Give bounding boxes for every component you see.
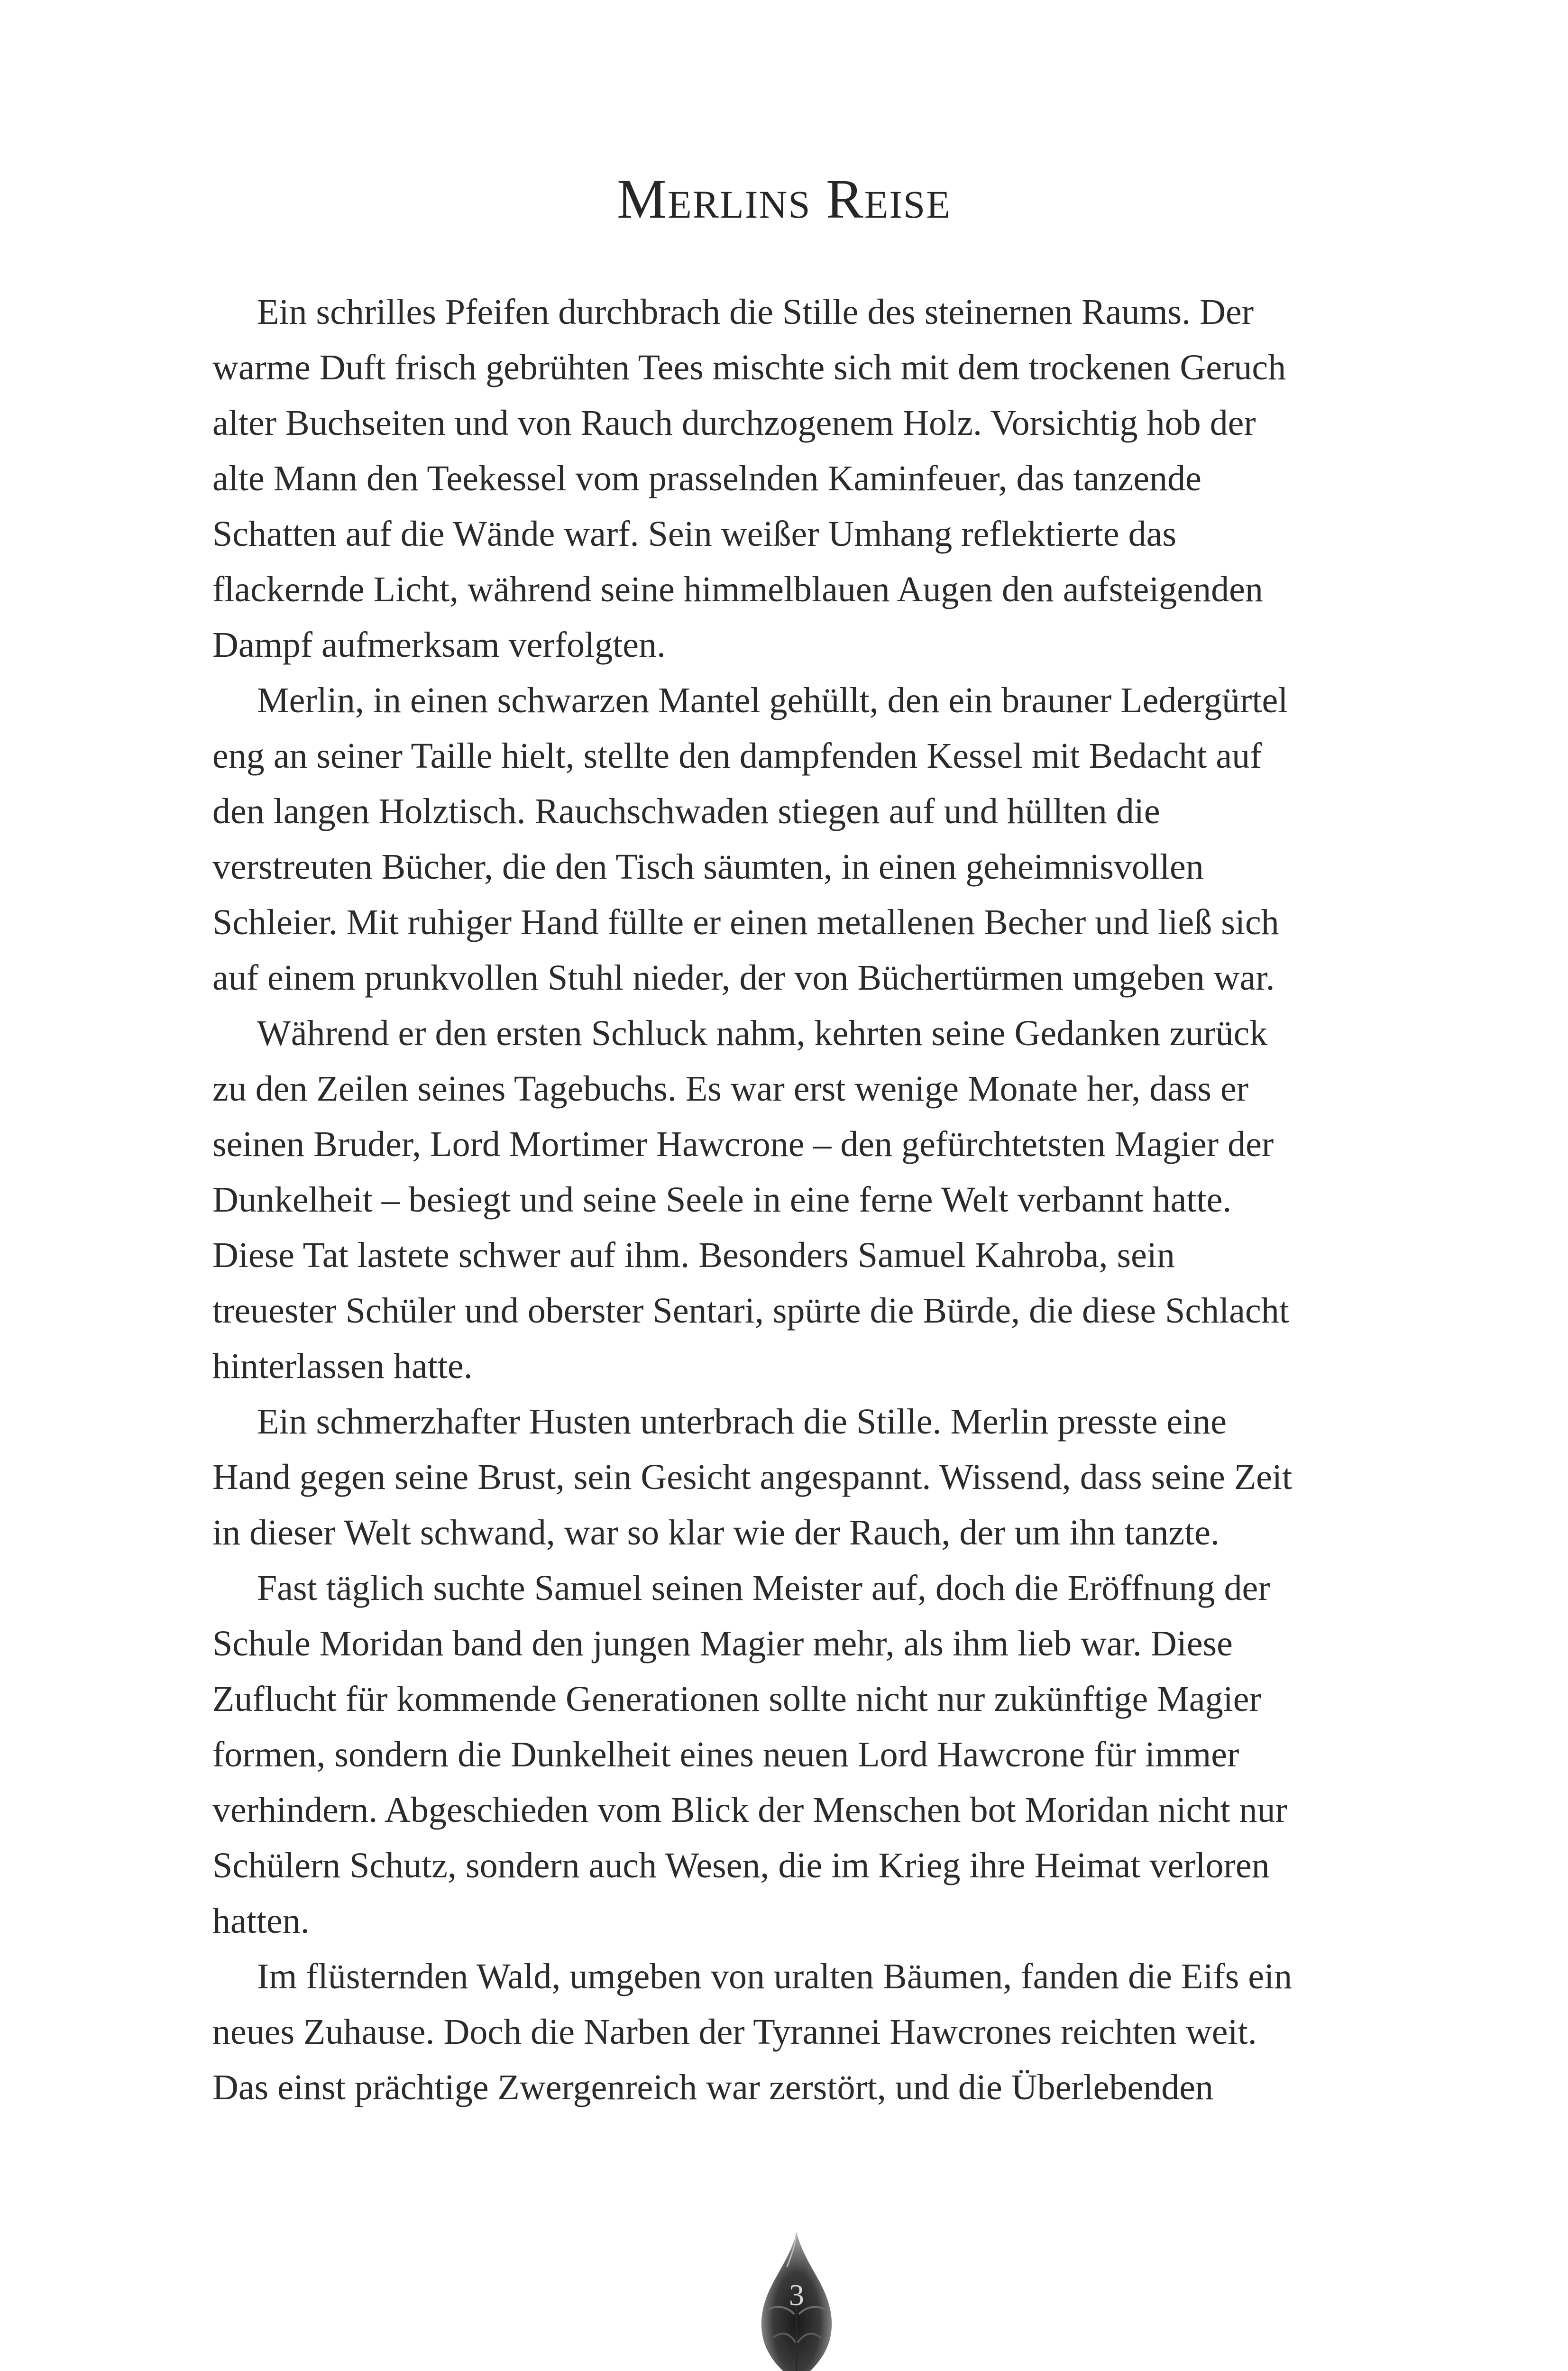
body-text bbox=[212, 285, 1360, 2115]
text-line: eng an seiner Taille hielt, stellte den dampfenden Kessel mit Bedacht auf bbox=[212, 736, 1262, 776]
text-line: alter Buchseiten und von Rauch durchzogenem Holz. Vorsichtig hob der bbox=[212, 403, 1256, 443]
text-line: auf einem prunkvollen Stuhl nieder, der von Büchertürmen umgeben war. bbox=[212, 958, 1275, 998]
text-line: Hand gegen seine Brust, sein Gesicht angespannt. Wissend, dass seine Zeit bbox=[212, 1457, 1293, 1497]
text-line: Schule Moridan band den jungen Magier mehr, als ihm lieb war. Diese bbox=[212, 1624, 1233, 1663]
text-line: Merlin, in einen schwarzen Mantel gehüllt, den ein brauner Ledergürtel bbox=[257, 680, 1288, 720]
chapter-title: Merlins Reise bbox=[617, 168, 951, 230]
paragraph bbox=[212, 1561, 1360, 1949]
text-line: verstreuten Bücher, die den Tisch säumten, in einen geheimnisvollen bbox=[212, 847, 1204, 887]
text-line: seinen Bruder, Lord Mortimer Hawcrone – den gefürchtetsten Magier der bbox=[212, 1124, 1274, 1164]
paragraph bbox=[212, 1006, 1360, 1394]
text-line: alte Mann den Teekessel vom prasselnden Kaminfeuer, das tanzende bbox=[212, 459, 1201, 498]
paragraph bbox=[212, 285, 1360, 673]
paragraph bbox=[212, 1394, 1360, 1561]
text-line: zu den Zeilen seines Tagebuchs. Es war erst wenige Monate her, dass er bbox=[212, 1069, 1249, 1109]
text-line: Dunkelheit – besiegt und seine Seele in eine ferne Welt verbannt hatte. bbox=[212, 1180, 1232, 1220]
text-line: Im flüsternden Wald, umgeben von uralten Bäumen, fanden die Eifs ein bbox=[257, 1957, 1293, 1996]
text-line: warme Duft frisch gebrühten Tees mischte sich mit dem trockenen Geruch bbox=[212, 348, 1286, 387]
text-line: Während er den ersten Schluck nahm, kehrten seine Gedanken zurück bbox=[257, 1013, 1268, 1053]
text-line: den langen Holztisch. Rauchschwaden stiegen auf und hüllten die bbox=[212, 791, 1160, 831]
text-line: Zuflucht für kommende Generationen sollte nicht nur zukünftige Magier bbox=[212, 1679, 1261, 1719]
text-line: Ein schrilles Pfeifen durchbrach die Stille des steinernen Raums. Der bbox=[257, 292, 1254, 332]
text-line: hatten. bbox=[212, 1901, 310, 1941]
text-line: in dieser Welt schwand, war so klar wie der Rauch, der um ihn tanzte. bbox=[212, 1513, 1220, 1553]
text-line: formen, sondern die Dunkelheit eines neuen Lord Hawcrone für immer bbox=[212, 1735, 1239, 1774]
text-line: flackernde Licht, während seine himmelblauen Augen den aufsteigenden bbox=[212, 570, 1263, 609]
text-line: Das einst prächtige Zwergenreich war zerstört, und die Überlebenden bbox=[212, 2068, 1213, 2107]
text-line: neues Zuhause. Doch die Narben der Tyrannei Hawcrones reichten weit. bbox=[212, 2012, 1257, 2052]
text-line: Diese Tat lastete schwer auf ihm. Besonders Samuel Kahroba, sein bbox=[212, 1235, 1175, 1275]
text-line: Schülern Schutz, sondern auch Wesen, die im Krieg ihre Heimat verloren bbox=[212, 1846, 1270, 1885]
text-line: treuester Schüler und oberster Sentari, spürte die Bürde, die diese Schlacht bbox=[212, 1291, 1289, 1331]
text-line: Ein schmerzhafter Husten unterbrach die Stille. Merlin presste eine bbox=[257, 1402, 1227, 1442]
paragraph bbox=[212, 1949, 1360, 2115]
paragraph bbox=[212, 673, 1360, 1006]
text-line: hinterlassen hatte. bbox=[212, 1346, 473, 1386]
page-number: 3 bbox=[789, 2278, 804, 2312]
text-line: Schatten auf die Wände warf. Sein weißer Umhang reflektierte das bbox=[212, 514, 1176, 554]
text-line: verhindern. Abgeschieden vom Blick der Menschen bot Moridan nicht nur bbox=[212, 1790, 1287, 1830]
text-line: Schleier. Mit ruhiger Hand füllte er einen metallenen Becher und ließ sich bbox=[212, 902, 1279, 942]
text-line: Fast täglich suchte Samuel seinen Meister auf, doch die Eröffnung der bbox=[257, 1568, 1270, 1608]
text-line: Dampf aufmerksam verfolgten. bbox=[212, 625, 666, 665]
